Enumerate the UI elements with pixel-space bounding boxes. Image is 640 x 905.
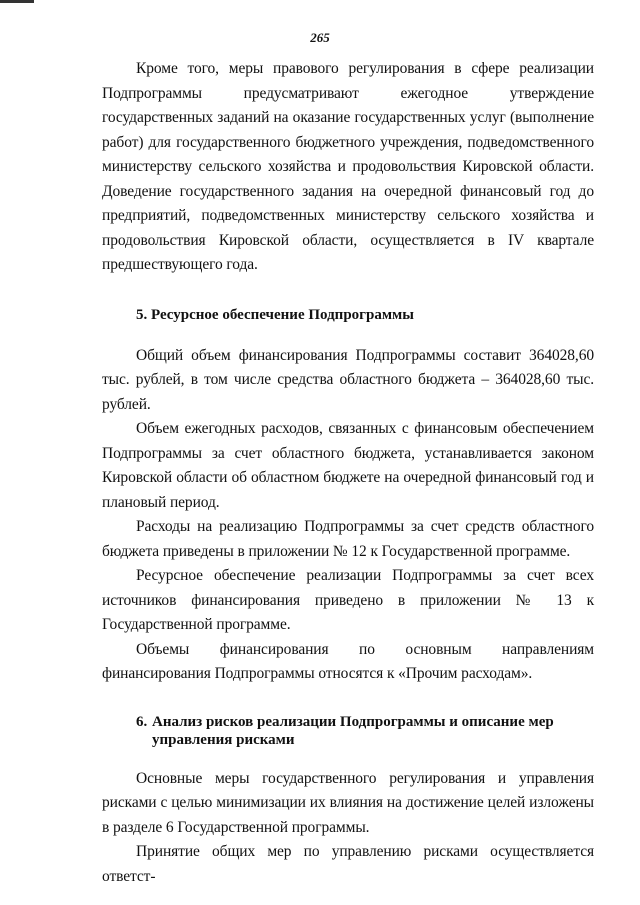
intro-paragraph: Кроме того, меры правового регулирования в сфере реализации Подпрограммы предусматривают ежегодное утверждение государственных заданий на оказание государственных услуг (выполнение работ) для государственного бюджетного учреждения, подведомственного министерству сельского хозяйства и продовольствия Кировской области. Доведение государственного задания на очередной финансовый год до предприятий, подведомственных министерству сельского хозяйства и продовольствия Кировской области, осуществляется в IV квартале предшествующего года. — [102, 60, 594, 273]
page-content — [102, 57, 594, 889]
section-5-paragraph-5: Объемы финансирования по основным направлениям финансирования Подпрограммы относятся к «Прочим расходам». — [102, 640, 594, 682]
section-5-paragraph-3: Расходы на реализацию Подпрограммы за счет средств областного бюджета приведены в приложении № 12 к Государственной программе. — [102, 518, 594, 560]
section-6-heading-number: 6. — [136, 713, 148, 730]
section-5-paragraph-1: Общий объем финансирования Подпрограммы составит 364028,60 тыс. рублей, в том числе средства областного бюджета – 364028,60 тыс. рублей. — [102, 346, 594, 413]
scan-corner-mark — [0, 0, 34, 3]
section-6-paragraph-1: Основные меры государственного регулирования и управления рисками с целью минимизации их влияния на достижение целей изложены в разделе 6 Государственной программы. — [102, 769, 594, 836]
section-5-paragraph-4: Ресурсное обеспечение реализации Подпрограммы за счет всех источников финансирования приведено в приложении № 13 к Государственной программе. — [102, 567, 594, 633]
section-5-heading: 5. Ресурсное обеспечение Подпрограммы — [136, 306, 414, 323]
page-number: 265 — [310, 30, 330, 45]
section-6-heading-line-2: управления рисками — [152, 731, 295, 748]
section-6-heading-line-1: Анализ рисков реализации Подпрограммы и описание мер — [152, 713, 554, 730]
section-6-paragraph-2: Принятие общих мер по управлению рисками осуществляется ответст- — [102, 843, 594, 885]
section-6-heading — [102, 713, 594, 749]
section-5-paragraph-2: Объем ежегодных расходов, связанных с финансовым обеспечением Подпрограммы за счет областного бюджета, устанавливается законом Кировской области об областном бюджете на очередной финансовый год и плановый период. — [102, 420, 594, 511]
